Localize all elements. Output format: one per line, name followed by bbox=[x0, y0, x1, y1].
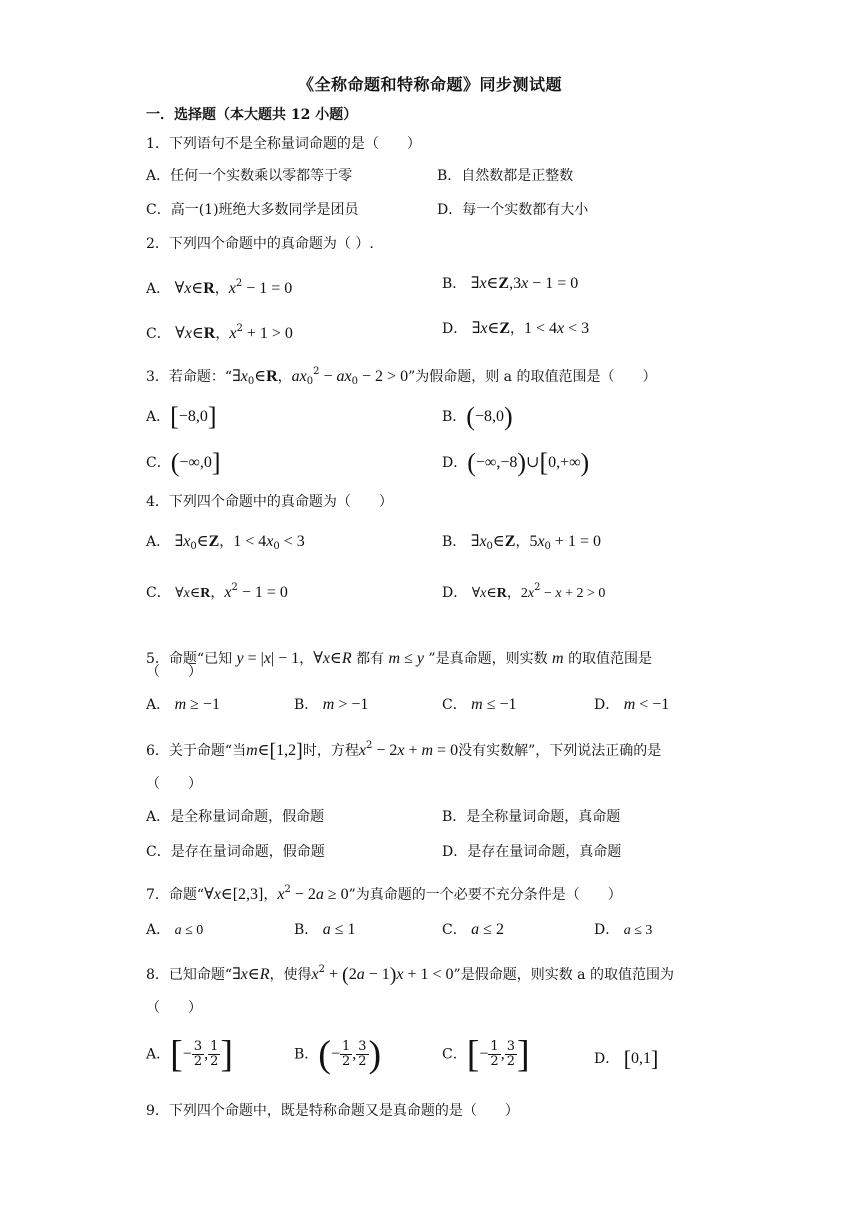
question-2-stem: 2．下列四个命题中的真命题为（ ）. bbox=[146, 236, 374, 252]
q2-option-c: C． ∀x∈R，$x^2 + 1 > 0$ bbox=[146, 323, 293, 342]
q4-option-b: B． $\exists x_0\in Z$，$5x_0 + 1 = 0$ bbox=[442, 533, 601, 552]
q1-option-d: D．每一个实数都有大小 bbox=[437, 202, 589, 218]
section-heading: 一．选择题（本大题共 12 小题） bbox=[146, 107, 358, 123]
q4-option-d: D． ∀x∈R，$2x^2 - x + 2 > 0$ bbox=[442, 582, 606, 601]
q8-option-b: B．(− $\frac{1}{2}$ , $\frac{3}{2}$ ) bbox=[294, 1033, 382, 1076]
q8-option-c: C．[− $\frac{1}{2}$ , $\frac{3}{2}$ ] bbox=[442, 1033, 530, 1076]
q3-option-d: D．(−∞,−8)∪[0,+∞) bbox=[442, 448, 590, 477]
q5-option-b: B． m > −1 bbox=[294, 696, 369, 713]
q2-option-a: A． ∀x∈R，$x^2 - 1 = 0$ bbox=[146, 278, 293, 297]
q2-option-d: D． ∃x∈Z，1 < 4x < 3 bbox=[442, 320, 590, 337]
q2-option-b: B． ∃x∈Z,3x − 1 = 0 bbox=[442, 275, 579, 292]
q3-option-c: C．(−∞,0] bbox=[146, 448, 221, 477]
question-8-stem: 8．已知命题“∃x∈R，使得$x^2 + (2a - 1)x + 1 < 0$”是假命题，则实数 a 的取值范围为 bbox=[146, 964, 674, 986]
q4-option-c: C． ∀x∈R，$x^2 - 1 = 0$ bbox=[146, 582, 288, 601]
question-5-stem: 5．命题“已知 y = |x| − 1，∀x∈R 都有 m ≤ y ”是真命题，则实数 m 的取值范围是 bbox=[146, 650, 653, 667]
q8-option-a: A．[− $\frac{3}{2}$ , $\frac{1}{2}$ ] bbox=[146, 1033, 234, 1076]
q5-option-d: D． m < −1 bbox=[594, 696, 670, 713]
q1-option-b: B．自然数都是正整数 bbox=[437, 168, 574, 184]
question-7-stem: 7．命题“∀x∈[2,3]，$x^2 - 2a \ge 0$”为真命题的一个必要不充分条件是（ ） bbox=[146, 884, 622, 903]
q3-option-b: B．(−8,0) bbox=[442, 402, 513, 431]
question-9-stem: 9．下列四个命题中，既是特称命题又是真命题的是（ ） bbox=[146, 1103, 519, 1119]
q3-option-a: A．[−8,0] bbox=[146, 402, 217, 431]
question-8-paren: （ ） bbox=[146, 1000, 202, 1016]
q5-option-a: A． m ≥ −1 bbox=[146, 696, 220, 713]
q5-option-c: C． m ≤ −1 bbox=[442, 696, 517, 713]
q6-option-a: A．是全称量词命题，假命题 bbox=[146, 809, 325, 825]
q6-option-d: D．是存在量词命题，真命题 bbox=[442, 844, 622, 860]
page-title: 《全称命题和特称命题》同步测试题 bbox=[297, 75, 562, 94]
question-6-paren: （ ） bbox=[146, 776, 202, 792]
question-6-stem: 6．关于命题“当m∈[1,2]时，方程$x^2 - 2x + m = 0$没有实数解”，下列说法正确的是 bbox=[146, 740, 662, 762]
question-3-stem: 3．若命题：“$\exists x_0\in R$，$ax_0^2 - ax_0 - 2 > 0$”为假命题，则 a 的取值范围是（ ） bbox=[146, 366, 657, 387]
q4-option-a: A． $\exists x_0\in Z$，$1 < 4x_0 < 3$ bbox=[146, 533, 305, 552]
q6-option-c: C．是存在量词命题，假命题 bbox=[146, 844, 325, 860]
question-4-stem: 4．下列四个命题中的真命题为（ ） bbox=[146, 494, 393, 510]
q1-option-a: A．任何一个实数乘以零都等于零 bbox=[146, 168, 353, 184]
q6-option-b: B．是全称量词命题，真命题 bbox=[442, 809, 621, 825]
question-5-paren: （ ） bbox=[146, 664, 202, 680]
question-1-stem: 1．下列语句不是全称量词命题的是（ ） bbox=[146, 136, 421, 152]
q8-option-d: D． [0,1] bbox=[594, 1046, 659, 1071]
q7-option-d: D． a ≤ 3 bbox=[594, 922, 653, 938]
q7-option-c: C． a ≤ 2 bbox=[442, 921, 504, 938]
q1-option-c: C．高一(1)班绝大多数同学是团员 bbox=[146, 202, 359, 218]
q7-option-b: B． a ≤ 1 bbox=[294, 921, 356, 938]
q7-option-a: A． a ≤ 0 bbox=[146, 922, 204, 938]
